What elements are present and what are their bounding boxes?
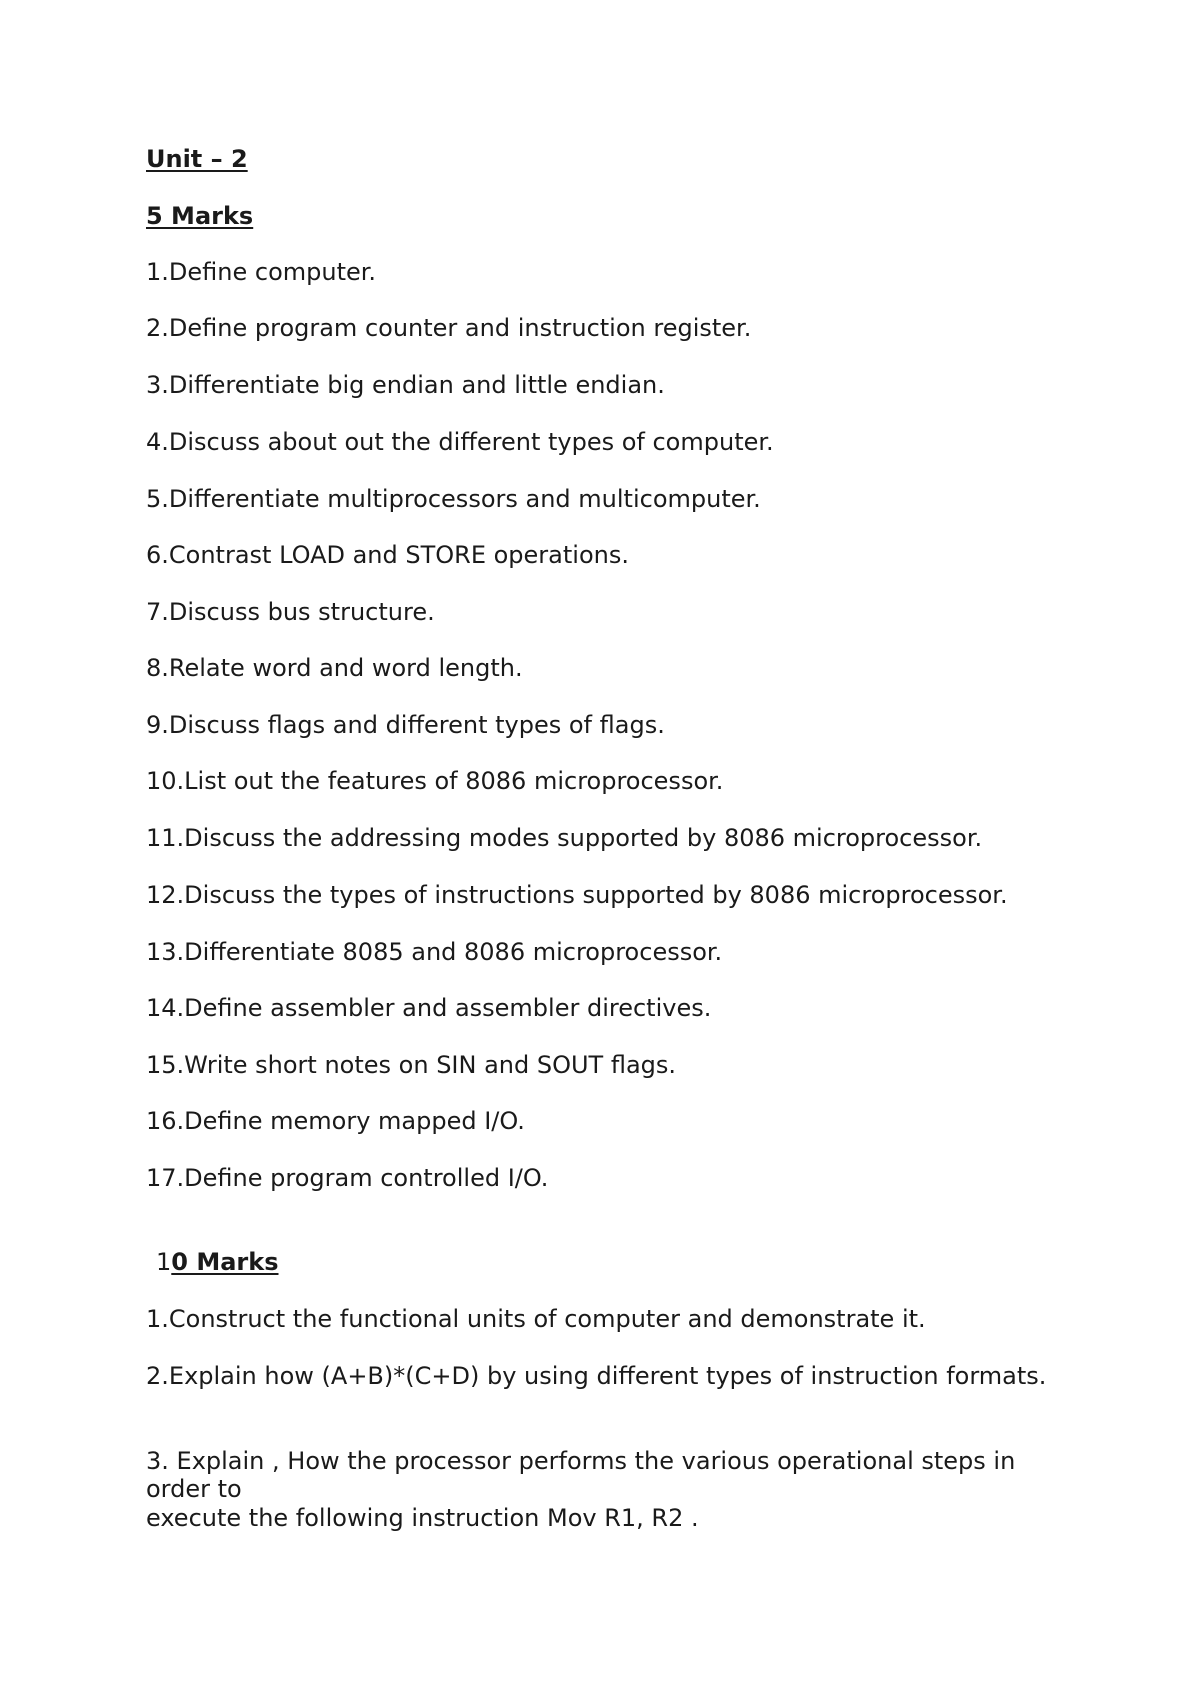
question-5m-3: 3.Differentiate big endian and little endian. — [146, 371, 665, 399]
question-5m-4: 4.Discuss about out the different types of computer. — [146, 428, 774, 456]
question-5m-9: 9.Discuss flags and different types of flags. — [146, 711, 665, 739]
question-5m-7: 7.Discuss bus structure. — [146, 598, 435, 626]
question-5m-13: 13.Differentiate 8085 and 8086 microprocessor. — [146, 938, 723, 966]
question-10m-1: 1.Construct the functional units of computer and demonstrate it. — [146, 1305, 926, 1333]
question-5m-17: 17.Define program controlled I/O. — [146, 1164, 549, 1192]
unit-title: Unit – 2 — [146, 145, 248, 173]
question-5m-12: 12.Discuss the types of instructions supported by 8086 microprocessor. — [146, 881, 1008, 909]
question-5m-14: 14.Define assembler and assembler directives. — [146, 994, 712, 1022]
question-10m-3: 3. Explain , How the processor performs the various operational steps in order to — [146, 1447, 1016, 1503]
question-5m-2: 2.Define program counter and instruction register. — [146, 314, 752, 342]
question-5m-8: 8.Relate word and word length. — [146, 654, 523, 682]
section-5-marks-heading: 5 Marks — [146, 202, 254, 230]
question-5m-1: 1.Define computer. — [146, 258, 377, 286]
question-10m-2: 2.Explain how (A+B)*(C+D) by using different types of instruction formats. — [146, 1362, 1047, 1390]
question-5m-6: 6.Contrast LOAD and STORE operations. — [146, 541, 629, 569]
question-5m-15: 15.Write short notes on SIN and SOUT flags. — [146, 1051, 677, 1079]
question-5m-5: 5.Differentiate multiprocessors and multicomputer. — [146, 485, 761, 513]
question-5m-10: 10.List out the features of 8086 microprocessor. — [146, 767, 724, 795]
question-10m-3-continued: execute the following instruction Mov R1, R2 . — [146, 1504, 699, 1532]
section-10-heading-rest: 0 Marks — [171, 1248, 279, 1276]
question-5m-11: 11.Discuss the addressing modes supported by 8086 microprocessor. — [146, 824, 983, 852]
section-10-marks-heading — [156, 1247, 279, 1277]
question-5m-16: 16.Define memory mapped I/O. — [146, 1107, 525, 1135]
section-10-heading-prefix: 1 — [156, 1248, 172, 1276]
